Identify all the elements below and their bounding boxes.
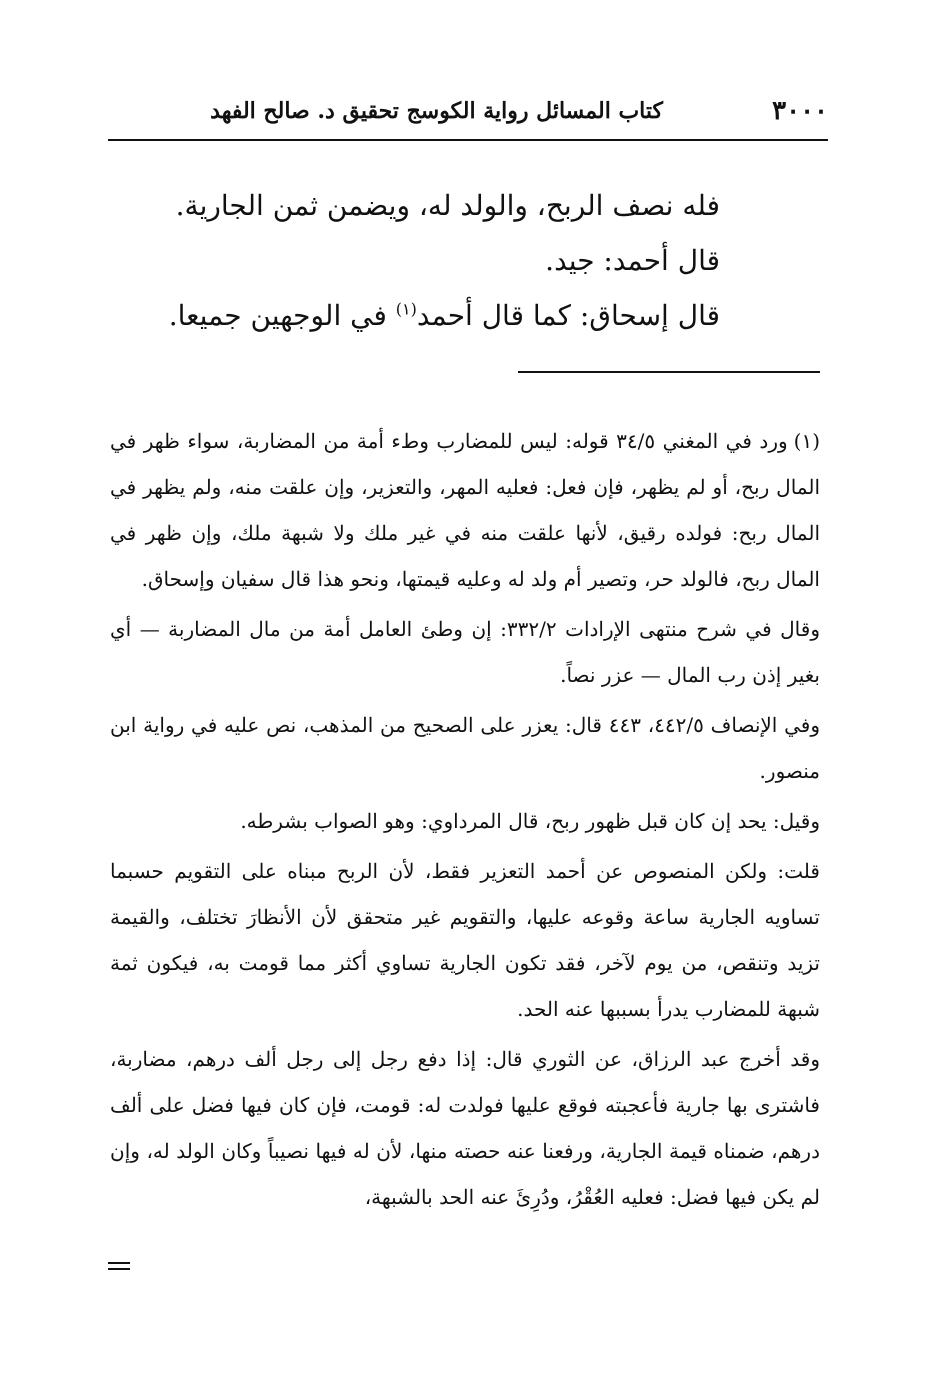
footnote-paragraph: وفي الإنصاف ٤٤٢/٥، ٤٤٣ قال: يعزر على الصحيح من المذهب، نص عليه في رواية ابن منصور. [110,713,821,783]
footnote-number: (١) [793,429,821,453]
continuation-line [108,1268,130,1270]
main-text [150,178,720,343]
running-title: كتاب المسائل رواية الكوسج تحقيق د. صالح الفهد [210,98,663,124]
page-number: ٣٠٠٠ [772,96,828,126]
footnote-paragraph: وقال في شرح منتهى الإرادات ٣٣٢/٢: إن وطئ العامل أمة من مال المضاربة — أي بغير إذن رب المال — عزر نصاً. [110,617,820,687]
footnote-text: ورد في المغني ٣٤/٥ قوله: ليس للمضارب وطء أمة من المضاربة، سواء ظهر في المال ربح، أو لم يظهر، فإن فعل: فعليه المهر، والتعزير، وإن علقت منه، ولم يظهر في المال ربح: فولده رقيق، لأنها علقت منه في غير ملك ولا شبهة ملك، وإن ظهر في المال ربح، فالولد حر، وتصير أم ولد له وعليه قيمتها، ونحو هذا قال سفيان وإسحاق. [110,429,820,591]
header-rule [108,139,828,141]
continuation-line [108,1262,130,1264]
main-line-text: قال إسحاق: كما قال أحمد [416,299,720,332]
main-line [150,288,720,343]
footnote-separator-rule [518,371,820,373]
footnote-paragraph: قلت: ولكن المنصوص عن أحمد التعزير فقط، لأن الربح مبناه على التقويم حسبما تساويه الجارية ساعة وقوعه عليها، والتقويم غير متحقق لأن الأنظارَ تختلف، والقيمة تزيد وتنقص، من يوم لآخر، فقد تكون الجارية تساوي أكثر مما قومت به، فيكون ثمة شبهة للمضارب يدرأ بسببها عنه الحد. [110,859,820,1021]
main-line: قال أحمد: جيد. [545,244,720,277]
footnotes [110,418,820,1224]
main-line: فله نصف الربح، والولد له، ويضمن ثمن الجارية. [175,189,720,222]
page-header [108,96,828,132]
continuation-mark [108,1262,130,1272]
main-line-text: في الوجهين جميعا. [168,299,396,332]
footnote-reference-mark[interactable]: (١) [395,299,417,319]
footnote-paragraph: وقد أخرج عبد الرزاق، عن الثوري قال: إذا دفع رجل إلى رجل ألف درهم، مضاربة، فاشترى بها جارية فأعجبته فوقع عليها فولدت له: قومت، فإن كان فيها فضل على ألف درهم، ضمناه قيمة الجارية، ورفعنا عنه حصته منها، لأن له فيها نصيباً وكان الولد له، وإن لم يكن فيها فضل: فعليه العُقْرُ، ودُرِئَ عنه الحد بالشبهة، [110,1047,820,1209]
footnote-paragraph: وقيل: يحد إن كان قبل ظهور ربح، قال المرداوي: وهو الصواب بشرطه. [240,809,820,833]
footnote-paragraph [110,418,820,602]
